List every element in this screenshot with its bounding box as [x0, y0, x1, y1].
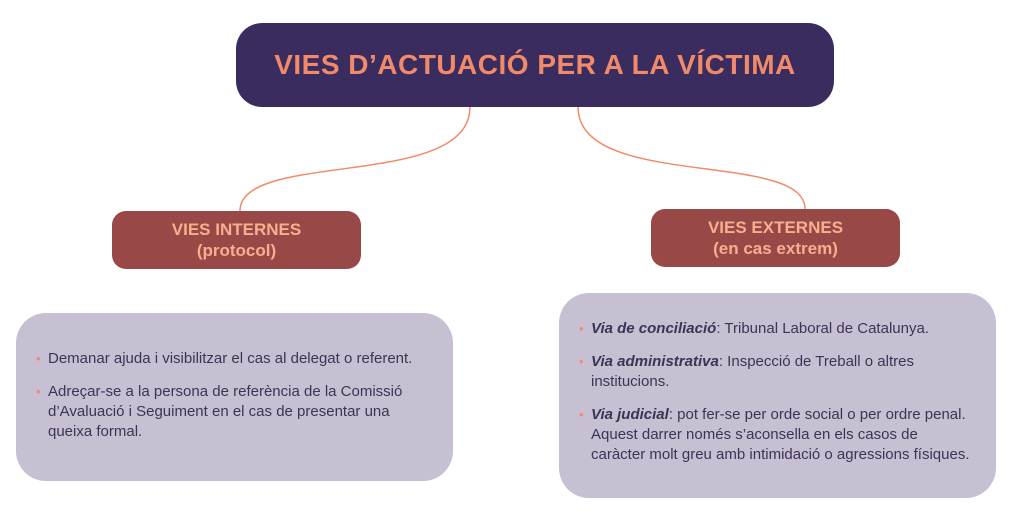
external-panel [559, 293, 996, 498]
list-item [579, 319, 976, 339]
branch-internal [112, 211, 361, 269]
item-text: : Inspecció de Treball o altres institucions. [591, 353, 914, 390]
bullet-icon: • [36, 384, 41, 399]
item-text: Adreçar-se a la persona de referència de la Comissió d’Avaluació i Seguiment en el cas de presentar una queixa formal. [48, 383, 403, 440]
list-item [36, 382, 433, 442]
external-list [579, 319, 976, 465]
connector-external [578, 107, 805, 209]
list-item [579, 405, 976, 465]
list-item [36, 349, 433, 369]
bullet-icon: • [579, 354, 584, 369]
internal-list [36, 349, 433, 442]
bullet-icon: • [579, 321, 584, 336]
internal-panel [16, 313, 453, 481]
diagram-title: VIES D’ACTUACIÓ PER A LA VÍCTIMA [274, 49, 796, 80]
bullet-icon: • [579, 407, 584, 422]
item-term: Via administrativa [591, 353, 719, 370]
branch-external-subheading: (en cas extrem) [713, 239, 838, 258]
title-box [236, 23, 834, 107]
item-text: Demanar ajuda i visibilitzar el cas al delegat o referent. [48, 350, 413, 367]
item-term: Via de conciliació [591, 320, 717, 337]
list-item [579, 352, 976, 392]
branch-external [651, 209, 900, 267]
item-text: : pot fer-se per orde social o per ordre penal. Aquest darrer només s’aconsella en els casos de caràcter molt greu amb intimidació o agressions físiques. [591, 406, 970, 463]
bullet-icon: • [36, 351, 41, 366]
item-text: : Tribunal Laboral de Catalunya. [716, 320, 929, 337]
item-term: Via judicial [591, 406, 669, 423]
connector-internal [240, 107, 470, 211]
branch-external-heading: VIES EXTERNES [707, 218, 844, 237]
branch-internal-heading: VIES INTERNES [171, 220, 302, 239]
branch-internal-subheading: (protocol) [196, 241, 277, 260]
